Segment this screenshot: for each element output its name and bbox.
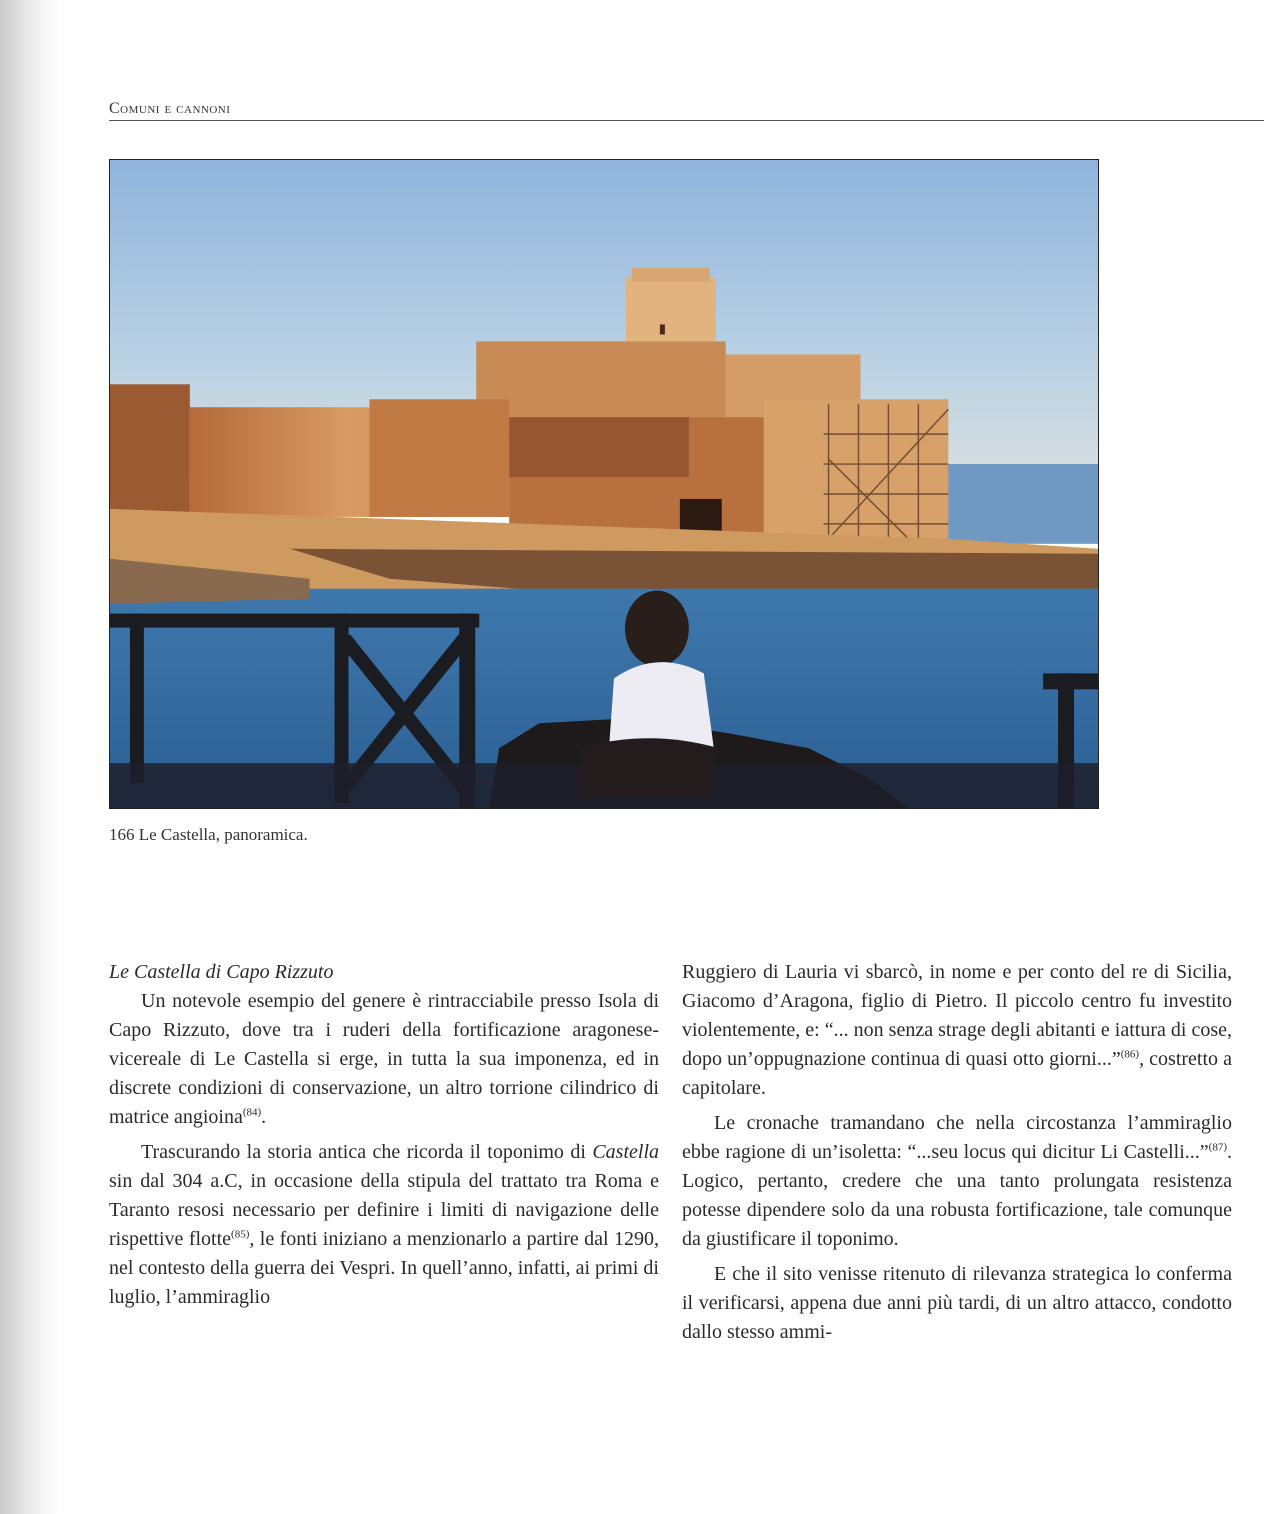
paragraph: Ruggiero di Lauria vi sbarcò, in nome e per conto del re di Sicilia, Giacomo d’Aragona, figlio di Pietro. Il piccolo centro fu investito violentemente, e: “... non senza strage degli abitanti e iattura di cose, dopo un’oppugnazione continua di quasi otto giorni...”( $^{86}$ ) , costretto a capitolare. [682,958,1232,1103]
page-gutter-shadow [0,0,60,1514]
header-rule [109,120,1264,121]
paragraph: Un notevole esempio del genere è rintracciabile presso Isola di Capo Rizzuto, dove tra i ruderi della fortificazione aragonese-vicereale di Le Castella si erge, in tutta la sua imponenza, ed in discrete condizioni di conservazione, un altro torrione cilindrico di matrice angioina( $^{84}$ ) . [109,987,659,1132]
left-column [109,958,659,1312]
paragraph: Le cronache tramandano che nella circostanza l’ammiraglio ebbe ragione di un’isoletta: “...seu locus qui dicitur Li Castelli...”( $^{87}$ ) . Logico, pertanto, credere che una tanto prolungata resistenza potesse dipendere solo da una robusta fortificazione, tale comunque da giustificare il toponimo. [682,1109,1232,1254]
right-column [682,958,1232,1347]
running-head: Comuni e cannoni [109,100,231,117]
footnote-ref: ( $^{84}$ ) [243,1106,261,1118]
castle-photo-illustration [110,160,1098,808]
castle-photo [109,159,1099,809]
figure-caption: 166 Le Castella, panoramica. [109,825,308,844]
paragraph: E che il sito venisse ritenuto di rilevanza strategica lo conferma il verificarsi, appena due anni più tardi, di un altro attacco, condotto dallo stesso ammi- [682,1263,1232,1343]
section-title: Le Castella di Capo Rizzuto [109,961,334,983]
footnote-ref: ( $^{86}$ ) [1121,1048,1139,1060]
footnote-ref: ( $^{85}$ ) [231,1228,249,1240]
paragraph: Trascurando la storia antica che ricorda il toponimo di Castella sin dal 304 a.C, in occasione della stipula del trattato tra Roma e Taranto resosi necessario per definire i limiti di navigazione delle rispettive flotte( $^{85}$ ) , le fonti iniziano a menzionarlo a partire dal 1290, nel contesto della guerra dei Vespri. In quell’anno, infatti, ai primi di luglio, l’ammiraglio [109,1138,659,1312]
footnote-ref: ( $^{87}$ ) [1209,1141,1227,1153]
